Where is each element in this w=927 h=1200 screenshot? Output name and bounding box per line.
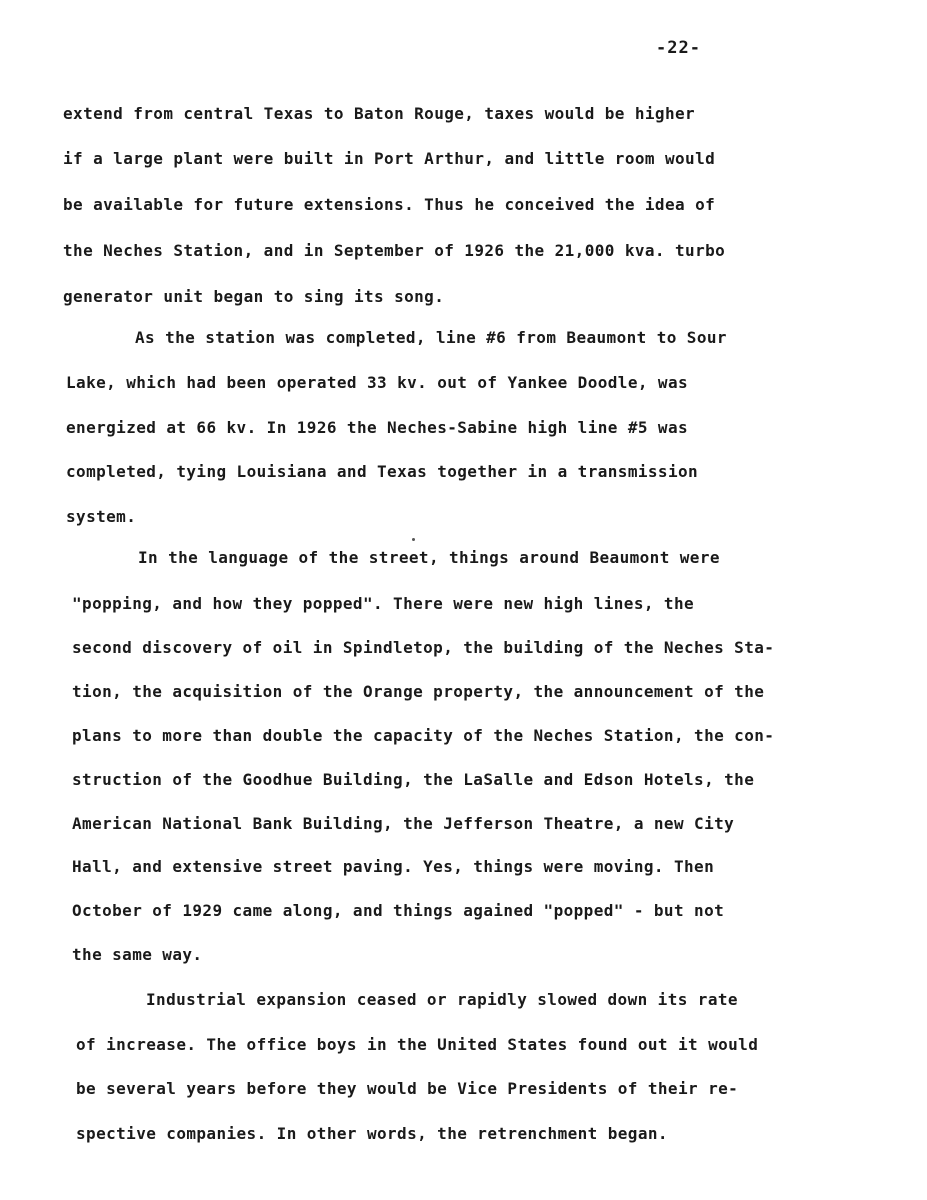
text-line: As the station was completed, line #6 from Beaumont to Sour xyxy=(135,328,727,347)
text-line: extend from central Texas to Baton Rouge, taxes would be higher xyxy=(63,104,696,123)
text-line: plans to more than double the capacity of the Neches Station, the con- xyxy=(72,726,775,745)
text-line: Industrial expansion ceased or rapidly slowed down its rate xyxy=(146,990,738,1009)
text-line: be several years before they would be Vice Presidents of their re- xyxy=(76,1079,739,1098)
text-line: the same way. xyxy=(72,945,203,964)
text-line: struction of the Goodhue Building, the LaSalle and Edson Hotels, the xyxy=(72,770,755,789)
text-line: if a large plant were built in Port Arthur, and little room would xyxy=(63,149,716,168)
text-line: completed, tying Louisiana and Texas together in a transmission xyxy=(66,462,699,481)
page-number: -22- xyxy=(656,38,701,58)
text-line: tion, the acquisition of the Orange property, the announcement of the xyxy=(72,682,765,701)
scan-speck xyxy=(412,538,415,541)
text-line: In the language of the street, things around Beaumont were xyxy=(138,548,720,567)
text-line: October of 1929 came along, and things agained "popped" - but not xyxy=(72,901,725,920)
text-line: of increase. The office boys in the United States found out it would xyxy=(76,1035,759,1054)
text-line: the Neches Station, and in September of 1926 the 21,000 kva. turbo xyxy=(63,241,726,260)
text-line: Hall, and extensive street paving. Yes, things were moving. Then xyxy=(72,857,715,876)
text-line: system. xyxy=(66,507,137,526)
text-line: American National Bank Building, the Jefferson Theatre, a new City xyxy=(72,814,735,833)
text-line: second discovery of oil in Spindletop, the building of the Neches Sta- xyxy=(72,638,775,657)
text-line: Lake, which had been operated 33 kv. out of Yankee Doodle, was xyxy=(66,373,689,392)
text-line: be available for future extensions. Thus he conceived the idea of xyxy=(63,195,716,214)
text-line: "popping, and how they popped". There were new high lines, the xyxy=(72,594,695,613)
text-line: spective companies. In other words, the retrenchment began. xyxy=(76,1124,668,1143)
text-line: generator unit began to sing its song. xyxy=(63,287,445,306)
text-line: energized at 66 kv. In 1926 the Neches-Sabine high line #5 was xyxy=(66,418,689,437)
